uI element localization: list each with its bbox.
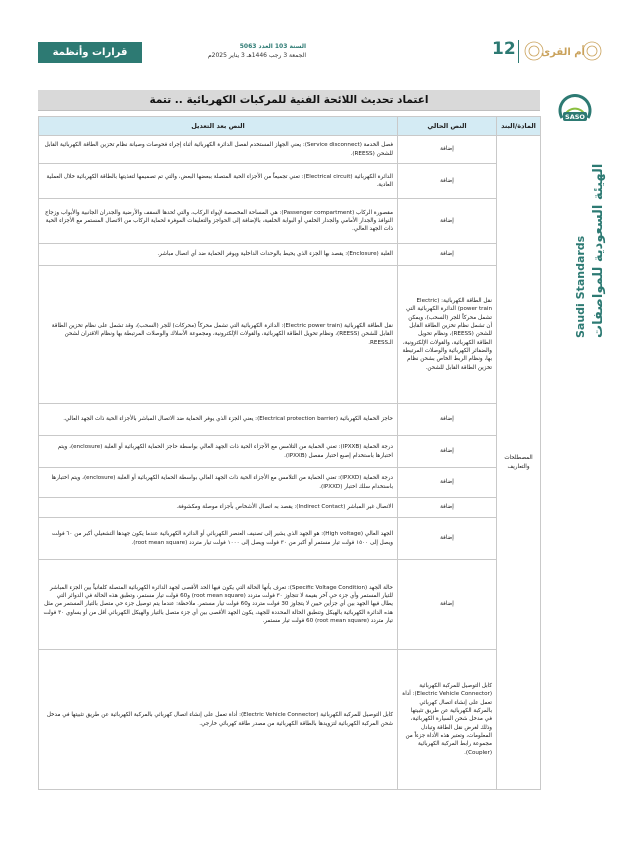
page-number: 12 (492, 39, 516, 59)
current-text-cell: إضافة (398, 199, 497, 244)
current-text-cell: نقل الطاقة الكهربائية: (Electric power train) الدائرة الكهربائية التي تشمل محركاً للجر (السحب)، ويمكن أن تشمل نظام تخزين الطاقة القابل للشحن (REESS)، ونظام تحويل الطاقة الكهربائية، والقولات الإلكترونية، والضفائر الكهربائية والوصلات المرتبطة بها، ونظام الربط الخاص بشحن نظام تخزين الطاقة القابل للشحن. (398, 266, 497, 404)
current-text-cell: إضافة (398, 136, 497, 164)
table-row (39, 650, 541, 790)
side-branding (560, 138, 620, 338)
table-row (39, 404, 541, 436)
current-text-cell: إضافة (398, 164, 497, 199)
amended-text-cell: الغلبة (Enclosure): يقصد بها الجزء الذي يحيط بالوحدات الداخلية ويوفر الحماية ضد أي اتصال مباشر. (39, 244, 398, 266)
table-row (39, 498, 541, 518)
current-text-cell: إضافة (398, 498, 497, 518)
amended-text-cell: حالة الجهد (Specific Voltage Condition): تعرف بأنها الحالة التي يكون فيها الحد الأقصى لجهد الدائرة الكهربائية المتصلة كلفانياً بين الجزء المباشر للتيار المستمر وأي جزء حي آخر بقيمة لا تتجاوز ٣٠ فولت متردد (root mean square) و60 فولت تيار مستمر، وتطبق هذه الحالة في الدوائر التي يطال فيها الجهد بين أي جزأين حيين لا يتجاوز 30 فولت متردد و60 فولت تيار مستمر. ملاحظة: عندما يتم توصيل جزء حي متصل بالتيار المستمر من مثل هذه الدائرة الكهربائية بالهيكل وتنطبق الحالة المحددة للجهد، يكون الجهد الأقصى بين أي جزء متصل بالتيار والهيكل الكهربائي أقل من أو يساوي ٣٠ فولت تيار متردد (root mean square) 60 فولت تيار مستمر. (39, 560, 398, 650)
current-text-cell: إضافة (398, 468, 497, 498)
header-divider (518, 40, 519, 63)
saso-logo-icon (556, 88, 594, 126)
amended-text-cell: مقصورة الركاب (Passenger compartment): هي المساحة المخصصة لإيواء الركاب، والتي تُحدها السقف والأرضية والجدران الجانبية والأبواب وزجاج النوافذ والجدار الأمامي والجدار الخلفي أو البوابة الخلفية، بالإضافة إلى الحواجز والتغليفات الموفرة لحماية الركاب من الاتصال المستمر مع الأجزاء الحية ذات الجهد العالي. (39, 199, 398, 244)
table-row (39, 560, 541, 650)
current-text-cell: إضافة (398, 518, 497, 560)
amended-text-cell: كابل التوصيل للمركبة الكهربائية (Electric Vehicle Connector): أداة تعمل على إنشاء اتصال كهربائي بالمركبة الكهربائية عن طريق تثبيتها في مدخل شحن المركبة الكهربائية لتزويدها بالطاقة الكهربائية من مصدر طاقة كهربائي خارجي. (39, 650, 398, 790)
header-current-text: النص الحالي (398, 117, 497, 136)
current-text-cell: إضافة (398, 436, 497, 468)
table-row (39, 436, 541, 468)
header-article: المادة/البند (497, 117, 541, 136)
amended-text-cell: فصل الخدمة (Service disconnect): يعني الجهاز المستخدم لفصل الدائرة الكهربائية أثناء إجراء فحوصات وصيانة نظام تخزين الطاقة الكهربائية القابل للشحن (REESS). (39, 136, 398, 164)
amended-text-cell: الجهد العالي (High voltage): هو الجهد الذي يشير إلى تصنيف العنصر الكهربائي أو الدائرة الكهربائية عندما يكون جهدها التشغيلي أكبر من ٦٠ فولت ويصل إلى ١٥٠٠ فولت تيار مستمر أو أكبر من ٣٠ فولت ويصل إلى ١٠٠٠ فولت تيار متردد (root mean square). (39, 518, 398, 560)
current-text-cell: إضافة (398, 404, 497, 436)
current-text-cell: إضافة (398, 244, 497, 266)
table-row (39, 199, 541, 244)
issue-line-1: السنة 103 العدد 5063 (239, 43, 306, 50)
brand-english: Saudi Standards (574, 235, 587, 338)
amended-text-cell: درجة الحماية (IPXXD): تعني الحماية من التلامس مع الأجزاء الحية ذات الجهد العالي بواسطة الحماية الكهربائية أو الغلبة (enclosure)، ويتم اختبارها باستخدام سلك اختبار (IPXXD). (39, 468, 398, 498)
section-label: قرارات وأنظمة (38, 42, 142, 63)
group-label: المصطلحات والتعاريف (497, 136, 541, 790)
issue-info (146, 42, 306, 60)
table-row (39, 244, 541, 266)
header-amended-text: النص بعد التعديل (39, 117, 398, 136)
saso-logo-text: SASO (565, 113, 585, 121)
newspaper-masthead-logo (522, 38, 604, 64)
table-row (39, 468, 541, 498)
current-text-cell: كابل التوصيل للمركبة الكهربائية (Electric Vehicle Connector): أداة تعمل على إنشاء اتصال كهربائي بالمركبة الكهربائية عن طريق تثبيتها في مدخل شحن السيارة الكهربائية، وذلك لغرض نقل الطاقة وتبادل المعلومات، وتعتبر هذه الأداة جزءاً من مجموعة رابط المركبة الكهربائية (Coupler). (398, 650, 497, 790)
issue-line-2: الجمعة 3 رجب 1446هـ 3 يناير 2025م (207, 52, 306, 59)
page-title: اعتماد تحديث اللائحة الفنية للمركبات الكهربائية .. تتمة (38, 90, 540, 111)
brand-arabic: الهيئة السعودية للمواصفات (591, 163, 606, 338)
table-row (39, 518, 541, 560)
amendments-table (38, 116, 541, 790)
amended-text-cell: الاتصال غير المباشر (Indirect Contact): يقصد به اتصال الأشخاص بأجزاء موصلة ومكشوفة. (39, 498, 398, 518)
amended-text-cell: درجة الحماية (IPXXB): تعني الحماية من التلامس مع الأجزاء الحية ذات الجهد العالي بواسطة حاجز الحماية الكهربائية أو الغلبة (enclosure)، ويتم اختبارها باستخدام إصبع اختبار مفصل (IPXXB). (39, 436, 398, 468)
current-text-cell: إضافة (398, 560, 497, 650)
amended-text-cell: الدائرة الكهربائية (Electrical circuit): تعني تجميعاً من الأجزاء الحية المتصلة ببعضها البعض، والتي تم تصميمها لتغذيتها بالطاقة الكهربائية خلال العملية العادية. (39, 164, 398, 199)
newspaper-name: أم القرى (540, 47, 586, 58)
table-row (39, 266, 541, 404)
amended-text-cell: حاجز الحماية الكهربائية (Electrical protection barrier): يعني الجزء الذي يوفر الحماية ضد الاتصال المباشر بالأجزاء الحية ذات الجهد العالي. (39, 404, 398, 436)
table-row (39, 136, 541, 164)
amended-text-cell: نقل الطاقة الكهربائية (Electric power train): الدائرة الكهربائية التي تشمل محركاً (محركات) للجر (السحب)، وقد تشمل على نظام تخزين الطاقة القابل للشحن (REESS)، ونظام تحويل الطاقة الكهربائية، والقولات الإلكترونية، ومجموعة الأسلاك والوصلات المرتبطة بها ونظام الاقتران لشحن الـREESS. (39, 266, 398, 404)
table-header-row (39, 117, 541, 136)
table-row (39, 164, 541, 199)
